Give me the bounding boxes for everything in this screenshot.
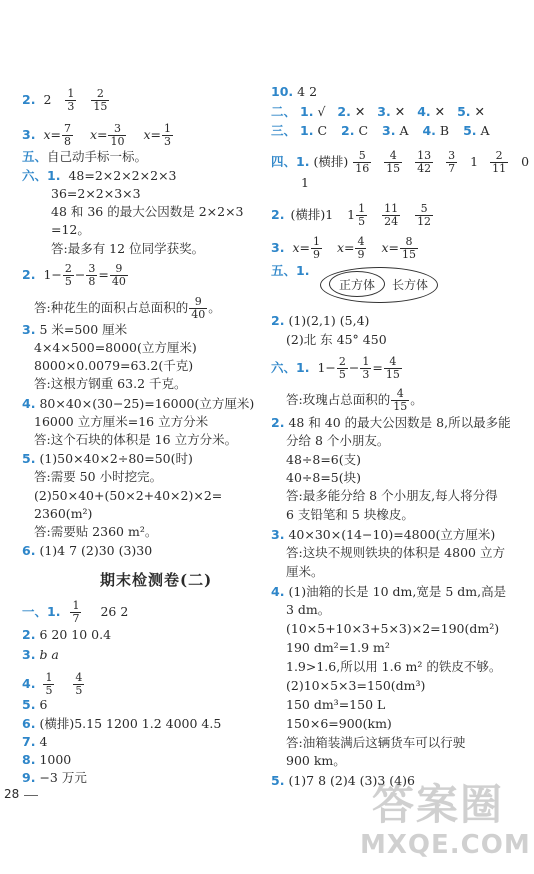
- answer-line: 7. 4: [22, 734, 48, 749]
- answer-line: 48÷8=6(支): [286, 452, 362, 467]
- cross-icon: ✕: [394, 104, 406, 119]
- answer-line: 2. (横排)1 1 $\frac{1}{5}$ $\frac{11}{24}$ $\frac{5}{12}$: [271, 202, 432, 228]
- fraction: $\frac{9}{40}$: [191, 295, 206, 321]
- answer-line: 答:需要 50 小时挖完。: [34, 469, 163, 484]
- fraction: $\frac{2}{11}$: [492, 149, 507, 175]
- fraction: $\frac{4}{15}$: [386, 149, 401, 175]
- answer-line: 2. 2 $\frac{1}{3}$ $\frac{2}{15}$: [22, 87, 108, 113]
- fraction: $\frac{9}{40}$: [111, 262, 126, 288]
- answer-line: 9. −3 万元: [22, 770, 87, 785]
- answer-line: 36=2×2×3×3: [51, 186, 141, 201]
- cube-label: 正方体: [338, 277, 375, 292]
- answer-line: 答:玫瑰占总面积的 $\frac{4}{15}$ 。: [286, 387, 423, 413]
- fraction: $\frac{8}{15}$: [402, 235, 416, 261]
- page-number: 28: [4, 787, 20, 801]
- answer-line: 厘米。: [286, 564, 324, 579]
- answer-line: 答:种花生的面积占总面积的 $\frac{9}{40}$ 。: [34, 295, 221, 321]
- answer-line: 5. (1)50×40×2÷80=50(时): [22, 451, 193, 466]
- fraction: $\frac{4}{5}$: [75, 671, 83, 697]
- cross-icon: ✕: [354, 104, 366, 119]
- cross-icon: ✕: [434, 104, 446, 119]
- fraction: $\frac{4}{15}$: [385, 355, 400, 381]
- section-header: 五、1.: [271, 263, 310, 278]
- answer-line: 2360(m²): [34, 506, 93, 521]
- answer-line: 190 dm²=1.9 m²: [286, 640, 390, 655]
- watermark-title: 答案圈: [372, 780, 505, 829]
- answer-line: 六、1. 48=2×2×2×2×3: [22, 168, 177, 183]
- answer-line: 3 dm。: [286, 602, 331, 617]
- answer-line: 答:这块不规则铁块的体积是 4800 立方: [286, 545, 505, 560]
- answer-line: 8. 1000: [22, 752, 72, 767]
- answer-line: 答:最多能分给 8 个小朋友,每人将分得: [286, 488, 498, 503]
- fraction: $\frac{1}{5}$: [358, 202, 366, 228]
- answer-line: 答:这根方钢重 63.2 千克。: [34, 376, 187, 391]
- fraction: $\frac{5}{16}$: [355, 149, 370, 175]
- answer-line: 2. 48 和 40 的最大公因数是 8,所以最多能: [271, 415, 511, 430]
- answer-line: 3. x= $\frac{7}{8}$ x= $\frac{3}{10}$ x= $\frac{1}{3}$: [22, 122, 171, 148]
- fraction: $\frac{3}{10}$: [110, 122, 125, 148]
- answer-line: 4×4×500=8000(立方厘米): [34, 340, 197, 355]
- answer-line: 4. $\frac{1}{5}$ $\frac{4}{5}$: [22, 671, 83, 697]
- answer-line: 6 支铅笔和 5 块橡皮。: [286, 507, 414, 522]
- answer-line: 8000×0.0079=63.2(千克): [34, 358, 194, 373]
- answer-line: 2. (1)(2,1) (5,4): [271, 313, 370, 328]
- fraction: $\frac{4}{9}$: [357, 235, 365, 261]
- answer-line: 900 km。: [286, 753, 346, 768]
- fraction: $\frac{4}{15}$: [393, 387, 408, 413]
- section-header: 五、自己动手标一标。: [22, 149, 148, 164]
- fraction: $\frac{1}{7}$: [72, 599, 80, 625]
- answer-line: (2)50×40+(50×2+40×2)×2=: [34, 488, 223, 503]
- answer-line: 3. 40×30×(14−10)=4800(立方厘米): [271, 527, 496, 542]
- answer-line: 2. 1− $\frac{2}{5}$ − $\frac{3}{8}$ = $\frac{9}{40}$: [22, 262, 126, 288]
- fraction: $\frac{3}{8}$: [88, 262, 96, 288]
- answer-line: 150 dm³=150 L: [286, 697, 386, 712]
- answer-line: (2)10×5×3=150(dm³): [286, 678, 426, 693]
- cross-icon: ✕: [474, 104, 486, 119]
- answer-line: 10. 4 2: [271, 84, 318, 99]
- fraction: $\frac{2}{5}$: [338, 355, 346, 381]
- answer-line: 40÷8=5(块): [286, 470, 362, 485]
- fraction: $\frac{1}{3}$: [67, 87, 75, 113]
- answer-line: 答:油箱装满后这辆货车可以行驶: [286, 735, 466, 750]
- inner-ellipse: [329, 271, 385, 297]
- fraction: $\frac{13}{42}$: [417, 149, 432, 175]
- check-icon: √: [317, 104, 326, 119]
- answer-line: (2)北 东 45° 450: [286, 332, 387, 347]
- watermark-url: MXQE.COM: [360, 830, 531, 860]
- answer-line: 1.9>1.6,所以用 1.6 m² 的铁皮不够。: [286, 659, 502, 674]
- judgement-line: 二、 1. √ 2. ✕ 3. ✕ 4. ✕ 5. ✕: [271, 104, 486, 119]
- answer-line: 6. (1)4 7 (2)30 (3)30: [22, 543, 153, 558]
- answer-line: 1: [301, 175, 309, 190]
- fraction: $\frac{1}{9}$: [312, 235, 320, 261]
- answer-line: 3. 5 米=500 厘米: [22, 322, 128, 337]
- fraction: $\frac{11}{24}$: [384, 202, 399, 228]
- fraction: $\frac{1}{3}$: [164, 122, 171, 148]
- fraction: $\frac{3}{7}$: [448, 149, 456, 175]
- answer-line: 48 和 36 的最大公因数是 2×2×3: [51, 204, 244, 219]
- section-title: 期末检测卷(二): [100, 571, 213, 589]
- answer-line: 答:最多有 12 位同学获奖。: [51, 241, 205, 256]
- fraction: $\frac{2}{15}$: [93, 87, 108, 113]
- answer-line: 一、1. $\frac{1}{7}$ 26 2: [22, 599, 129, 625]
- answer-line: 16000 立方厘米=16 立方分米: [34, 414, 209, 429]
- answer-line: 150×6=900(km): [286, 716, 392, 731]
- answer-line: 2. 6 20 10 0.4: [22, 627, 112, 642]
- choice-line: 三、 1. C 2. C 3. A 4. B 5. A: [271, 123, 490, 138]
- answer-line: 答:需要贴 2360 m²。: [34, 524, 158, 539]
- answer-line: 六、1. 1− $\frac{2}{5}$ − $\frac{1}{3}$ = $\frac{4}{15}$: [271, 355, 400, 381]
- answer-line: 3. b a: [22, 647, 59, 662]
- answer-line: (10×5+10×3+5×3)×2=190(dm²): [286, 621, 500, 636]
- answer-line: 分给 8 个小朋友。: [286, 433, 390, 448]
- fraction: $\frac{5}{12}$: [417, 202, 432, 228]
- answer-line: 5. (1)7 8 (2)4 (3)3 (4)6: [271, 773, 415, 788]
- fraction: $\frac{7}{8}$: [63, 122, 71, 148]
- cuboid-label: 长方体: [392, 278, 429, 292]
- fraction: $\frac{1}{3}$: [362, 355, 370, 381]
- answer-line: =12。: [51, 222, 90, 237]
- answer-line: 4. (1)油箱的长是 10 dm,宽是 5 dm,高是: [271, 584, 507, 599]
- page-number-rule: [24, 795, 38, 796]
- answer-line: 5. 6: [22, 697, 48, 712]
- answer-line: 6. (横排)5.15 1200 1.2 4000 4.5: [22, 716, 222, 731]
- answer-line: 答:这个石块的体积是 16 立方分米。: [34, 432, 238, 447]
- fraction: $\frac{2}{5}$: [64, 262, 72, 288]
- answer-line: 3. x= $\frac{1}{9}$ x= $\frac{4}{9}$ x= $\frac{8}{15}$: [271, 235, 416, 261]
- answer-line: 四、1. (横排) $\frac{5}{16}$ $\frac{4}{15}$ $\frac{13}{42}$ $\frac{3}{7}$ 1 $\frac{2}{11}$ 0: [271, 149, 530, 175]
- answer-line: 4. 80×40×(30−25)=16000(立方厘米): [22, 396, 255, 411]
- fraction: $\frac{1}{5}$: [45, 671, 53, 697]
